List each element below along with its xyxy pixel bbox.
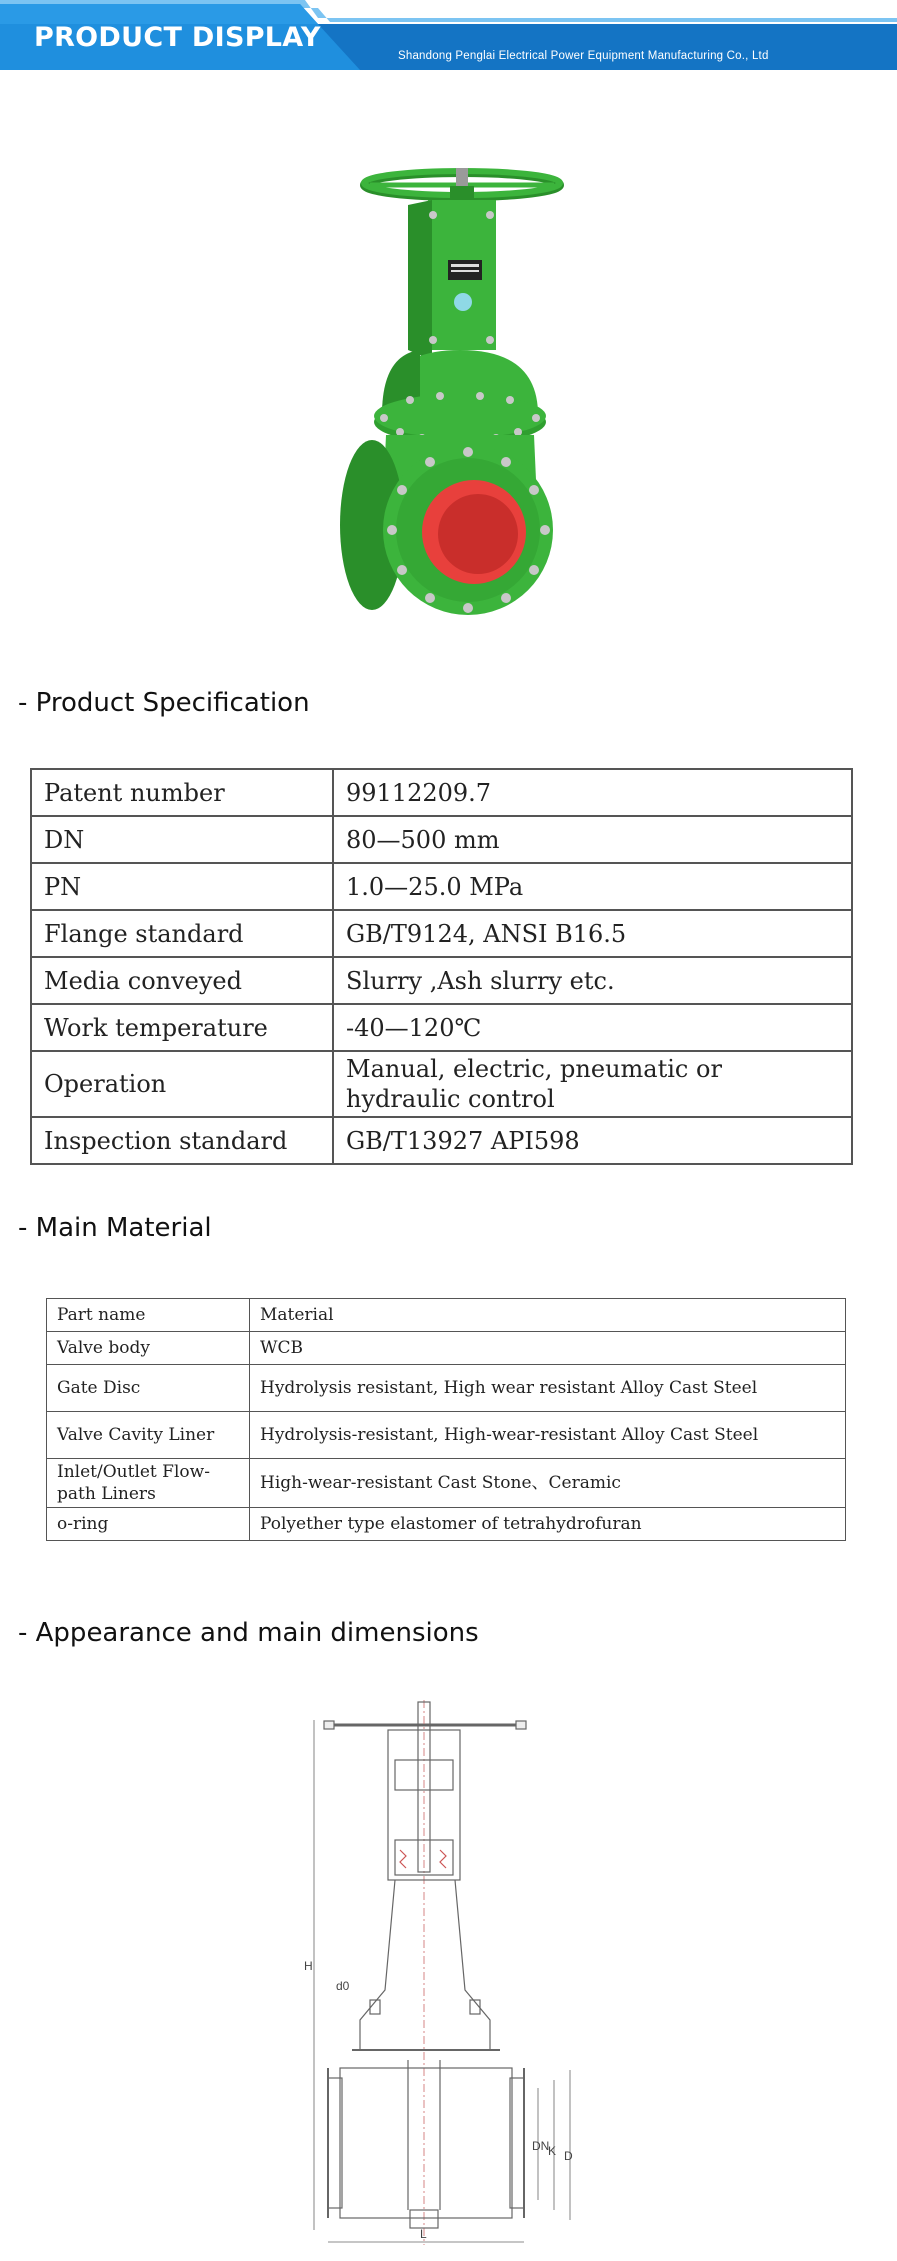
table-row: [31, 1004, 852, 1051]
spec-value: 99112209.7: [333, 769, 852, 816]
table-row: [31, 816, 852, 863]
spec-value: GB/T9124, ANSI B16.5: [333, 910, 852, 957]
spec-key: PN: [31, 863, 333, 910]
material-value: WCB: [250, 1332, 846, 1365]
spec-key: Inspection standard: [31, 1117, 333, 1164]
material-key: Valve Cavity Liner: [47, 1412, 250, 1459]
spec-value: 1.0—25.0 MPa: [333, 863, 852, 910]
spec-key: Media conveyed: [31, 957, 333, 1004]
table-row: [31, 863, 852, 910]
section-heading-dimensions: - Appearance and main dimensions: [18, 1618, 479, 1648]
material-key: o-ring: [47, 1508, 250, 1541]
spec-key: Patent number: [31, 769, 333, 816]
table-row: [31, 957, 852, 1004]
dim-label-k: K: [548, 2144, 557, 2158]
material-value: High-wear-resistant Cast Stone、Ceramic: [250, 1459, 846, 1508]
table-row: [31, 1051, 852, 1117]
material-value: Material: [250, 1299, 846, 1332]
dim-label-dn: DN: [532, 2139, 550, 2153]
dim-label-h: H: [304, 1959, 313, 1973]
dim-label-d: D: [564, 2149, 573, 2163]
material-value: Hydrolysis resistant, High wear resistant Alloy Cast Steel: [250, 1365, 846, 1412]
table-row: [47, 1459, 846, 1508]
material-key: Part name: [47, 1299, 250, 1332]
spec-value: Slurry ,Ash slurry etc.: [333, 957, 852, 1004]
table-row: [47, 1412, 846, 1459]
spec-value: Manual, electric, pneumatic or hydraulic control: [333, 1051, 852, 1117]
dim-label-d0: d0: [336, 1979, 350, 1993]
material-key: Valve body: [47, 1332, 250, 1365]
spec-value: -40—120℃: [333, 1004, 852, 1051]
spec-value: GB/T13927 API598: [333, 1117, 852, 1164]
table-row: [31, 910, 852, 957]
dimension-drawing: [300, 1690, 600, 2255]
header-banner: [0, 0, 897, 72]
material-table: [46, 1298, 846, 1541]
product-photo: [300, 150, 600, 670]
table-row: [47, 1365, 846, 1412]
table-row: [31, 1117, 852, 1164]
banner-title: PRODUCT DISPLAY: [34, 22, 321, 53]
spec-key: Work temperature: [31, 1004, 333, 1051]
material-value: Polyether type elastomer of tetrahydrofuran: [250, 1508, 846, 1541]
table-row: [47, 1508, 846, 1541]
spec-key: DN: [31, 816, 333, 863]
table-row: [47, 1299, 846, 1332]
table-row: [47, 1332, 846, 1365]
material-key: Inlet/Outlet Flow-path Liners: [47, 1459, 250, 1508]
spec-table: [30, 768, 853, 1165]
dim-label-l: L: [420, 2227, 427, 2241]
spec-key: Flange standard: [31, 910, 333, 957]
table-row: [31, 769, 852, 816]
material-value: Hydrolysis-resistant, High-wear-resistant Alloy Cast Steel: [250, 1412, 846, 1459]
material-key: Gate Disc: [47, 1365, 250, 1412]
section-heading-material: - Main Material: [18, 1213, 212, 1243]
section-heading-spec: - Product Specification: [18, 688, 310, 718]
banner-company-name: Shandong Penglai Electrical Power Equipment Manufacturing Co., Ltd: [398, 50, 769, 62]
spec-value: 80—500 mm: [333, 816, 852, 863]
spec-key: Operation: [31, 1051, 333, 1117]
